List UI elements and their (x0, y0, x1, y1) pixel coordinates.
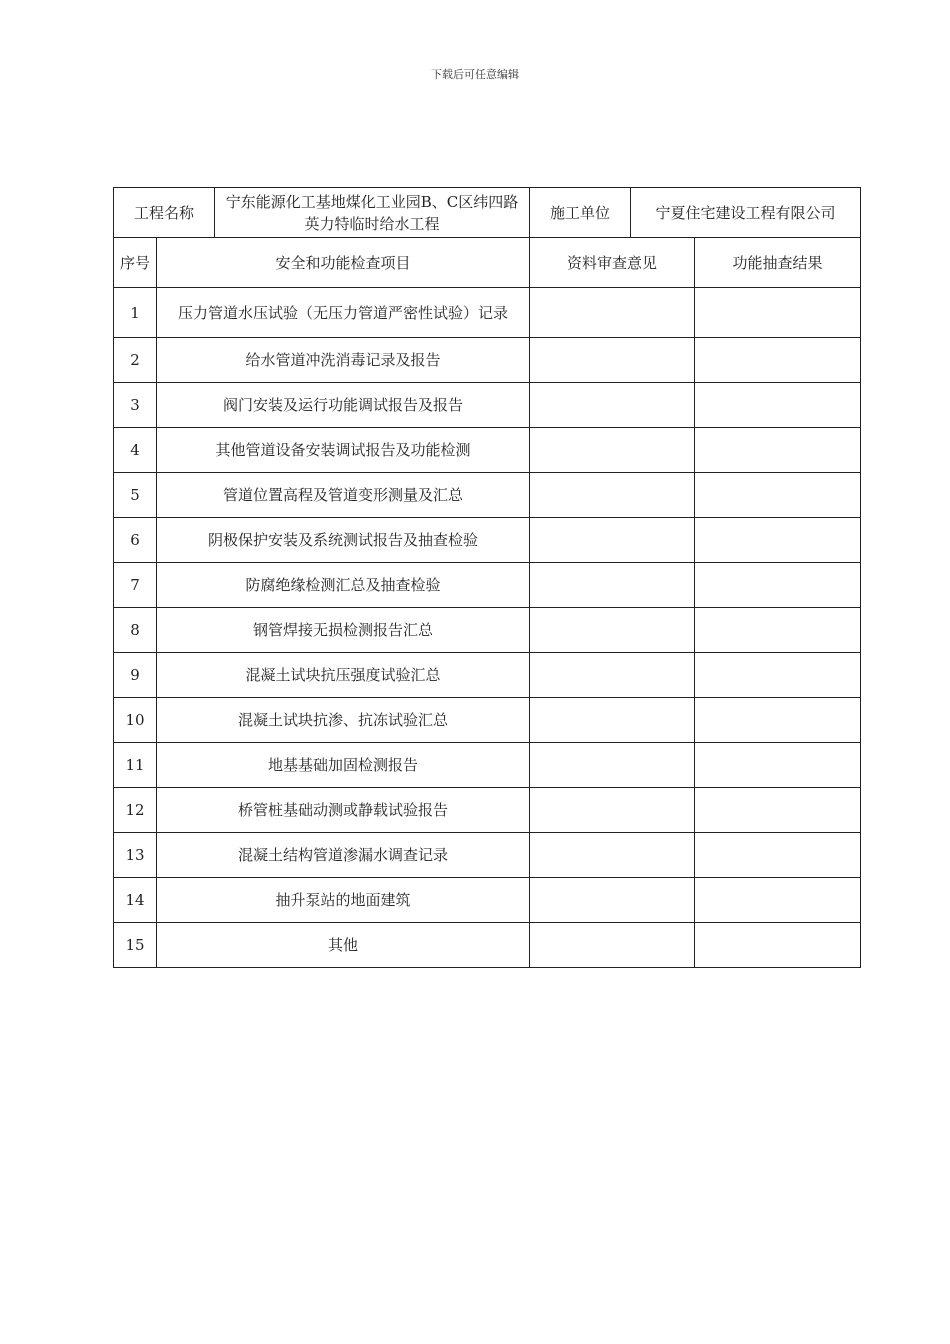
seq-cell: 15 (114, 923, 157, 968)
review-cell (530, 473, 695, 518)
table-row (114, 383, 861, 428)
item-cell: 管道位置高程及管道变形测量及汇总 (157, 473, 530, 518)
result-cell (695, 338, 861, 383)
seq-cell: 3 (114, 383, 157, 428)
review-cell (530, 288, 695, 338)
project-name-value: 宁东能源化工基地煤化工业园B、C区纬四路英力特临时给水工程 (215, 188, 530, 238)
seq-cell: 5 (114, 473, 157, 518)
review-cell (530, 383, 695, 428)
result-cell (695, 473, 861, 518)
review-cell (530, 923, 695, 968)
seq-cell: 14 (114, 878, 157, 923)
seq-cell: 2 (114, 338, 157, 383)
review-cell (530, 563, 695, 608)
project-info-row (114, 188, 861, 238)
header-note: 下载后可任意编辑 (431, 68, 519, 81)
review-cell (530, 608, 695, 653)
review-cell (530, 833, 695, 878)
table-row (114, 698, 861, 743)
item-cell: 防腐绝缘检测汇总及抽查检验 (157, 563, 530, 608)
item-header: 安全和功能检查项目 (157, 238, 530, 288)
result-header: 功能抽查结果 (695, 238, 861, 288)
item-cell: 混凝土试块抗压强度试验汇总 (157, 653, 530, 698)
result-cell (695, 923, 861, 968)
table-row (114, 608, 861, 653)
table-row (114, 653, 861, 698)
seq-cell: 11 (114, 743, 157, 788)
result-cell (695, 383, 861, 428)
review-cell (530, 428, 695, 473)
seq-cell: 9 (114, 653, 157, 698)
item-cell: 地基基础加固检测报告 (157, 743, 530, 788)
table-row (114, 878, 861, 923)
item-cell: 其他管道设备安装调试报告及功能检测 (157, 428, 530, 473)
item-cell: 混凝土结构管道渗漏水调查记录 (157, 833, 530, 878)
item-cell: 其他 (157, 923, 530, 968)
result-cell (695, 518, 861, 563)
result-cell (695, 788, 861, 833)
seq-cell: 6 (114, 518, 157, 563)
contractor-label: 施工单位 (530, 188, 631, 238)
table-row (114, 833, 861, 878)
project-name-label: 工程名称 (114, 188, 215, 238)
result-cell (695, 608, 861, 653)
item-cell: 混凝土试块抗渗、抗冻试验汇总 (157, 698, 530, 743)
seq-cell: 7 (114, 563, 157, 608)
result-cell (695, 428, 861, 473)
table-row (114, 518, 861, 563)
table-row (114, 563, 861, 608)
item-cell: 给水管道冲洗消毒记录及报告 (157, 338, 530, 383)
column-header-row (114, 238, 861, 288)
review-cell (530, 698, 695, 743)
seq-cell: 12 (114, 788, 157, 833)
table-row (114, 473, 861, 518)
check-rows (114, 288, 861, 968)
table-row (114, 788, 861, 833)
review-cell (530, 878, 695, 923)
item-cell: 抽升泵站的地面建筑 (157, 878, 530, 923)
contractor-value: 宁夏住宅建设工程有限公司 (631, 188, 861, 238)
item-cell: 阀门安装及运行功能调试报告及报告 (157, 383, 530, 428)
seq-cell: 10 (114, 698, 157, 743)
seq-cell: 4 (114, 428, 157, 473)
result-cell (695, 698, 861, 743)
seq-cell: 1 (114, 288, 157, 338)
table-row (114, 743, 861, 788)
seq-cell: 13 (114, 833, 157, 878)
table-row (114, 288, 861, 338)
item-cell: 桥管桩基础动测或静载试验报告 (157, 788, 530, 833)
result-cell (695, 288, 861, 338)
seq-header: 序号 (114, 238, 157, 288)
item-cell: 阴极保护安装及系统测试报告及抽查检验 (157, 518, 530, 563)
result-cell (695, 878, 861, 923)
table-row (114, 338, 861, 383)
item-cell: 钢管焊接无损检测报告汇总 (157, 608, 530, 653)
review-cell (530, 338, 695, 383)
review-header: 资料审查意见 (530, 238, 695, 288)
table-row (114, 923, 861, 968)
review-cell (530, 788, 695, 833)
result-cell (695, 653, 861, 698)
review-cell (530, 518, 695, 563)
table-row (114, 428, 861, 473)
safety-function-check-table (113, 187, 861, 968)
result-cell (695, 563, 861, 608)
seq-cell: 8 (114, 608, 157, 653)
item-cell: 压力管道水压试验（无压力管道严密性试验）记录 (157, 288, 530, 338)
result-cell (695, 833, 861, 878)
review-cell (530, 743, 695, 788)
result-cell (695, 743, 861, 788)
review-cell (530, 653, 695, 698)
